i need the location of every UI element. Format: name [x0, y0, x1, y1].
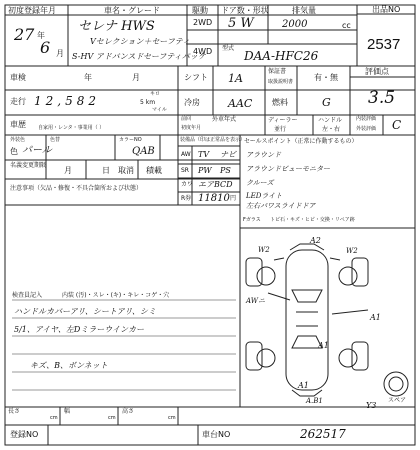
length-unit: cm	[50, 415, 58, 421]
inspector-title: 検査員記入	[12, 292, 43, 299]
equip-pw: PW	[198, 166, 212, 175]
mark-a2-top: A2	[310, 236, 321, 245]
score-value: 3.5	[368, 88, 396, 108]
title-day: 日	[102, 166, 110, 175]
equip-sr: SR	[181, 167, 189, 174]
first-reg-label: 初度登録年月	[8, 6, 56, 15]
score-label: 評価点	[365, 67, 389, 76]
dealer-label: ディーラー	[268, 117, 298, 124]
equip-aw: AW	[181, 151, 191, 158]
model-label: 型式	[222, 45, 235, 52]
mark-a1-right: A1	[370, 313, 381, 322]
interior-label: 内装評価	[356, 116, 377, 122]
sales-item-led: LEDライト	[246, 192, 283, 200]
car-name: セレナ HWS	[78, 19, 155, 34]
height-unit: cm	[168, 415, 176, 421]
inspection-label: 車検	[10, 73, 26, 82]
ac-value: AAC	[228, 97, 253, 110]
inspection-month-unit: 月	[132, 73, 140, 82]
warranty-label: 保証書	[268, 68, 287, 75]
mileage-value: 12,582	[34, 94, 100, 108]
glass-options: トビ石・キズ・ヒビ・交換・リペア跡	[270, 217, 355, 223]
mileage-sub: マイル	[152, 107, 167, 113]
sales-title: セールスポイント（正常に作動するもの）	[244, 138, 358, 145]
mark-y3: Y3	[366, 401, 377, 410]
mark-a1-bottom: A1	[298, 381, 309, 390]
warranty-options: 有・無	[314, 73, 338, 82]
prev-date-label: 前回	[181, 116, 192, 122]
title-status1: 取消	[118, 166, 134, 175]
mark-ab1-bottom: A.B1	[306, 397, 323, 405]
reg-no-label: 登録NO	[10, 430, 39, 439]
width-unit: cm	[108, 415, 116, 421]
month-unit: 月	[56, 49, 64, 58]
lot-value: 2537	[367, 36, 401, 53]
r-value: 11810	[198, 193, 230, 204]
inspector-note2: 5/1、アイヤ、左Dミラーウインカー	[14, 325, 145, 334]
mileage-unit: 5 km	[140, 99, 156, 106]
inspector-note1: ハンドルカバーアリ、シートアリ、シミ	[14, 307, 156, 316]
inspection-year-unit: 年	[84, 73, 92, 82]
equipment-title: 装備品（印は正常品を表示）	[180, 137, 246, 143]
history-options: 自家用・レンタ・事業用（ ）	[38, 125, 105, 131]
prev-model-label: 外車年式	[212, 116, 237, 123]
equip-navi: ナビ	[220, 150, 236, 159]
sales-item-monitor: アラウンドビューモニター	[246, 165, 330, 173]
mileage-label: 走行	[10, 97, 26, 106]
length-label: 長さ	[8, 408, 21, 415]
equip-tv: TV	[198, 150, 210, 159]
first-reg-year: 27	[14, 25, 35, 44]
sales-item-cruise: クルーズ	[246, 179, 274, 187]
drive-label: 駆動	[192, 6, 208, 15]
notes-label: 注意事項（欠品・修復・不具合箇所および状態）	[10, 185, 143, 192]
fuel-value: G	[322, 96, 331, 109]
color-no-label: カラーNO	[119, 137, 142, 143]
inspector-note3: キズ、B、ボンネット	[30, 361, 108, 370]
height-label: 高さ	[122, 408, 135, 415]
width-label: 幅	[64, 408, 71, 415]
r-label: R券	[181, 195, 192, 202]
r-unit: 円	[230, 195, 237, 202]
car-name-label: 車名・グレード	[104, 6, 160, 15]
color-value: パール	[22, 145, 52, 156]
grade-line2: S-HV アドバンスドセーフティパッケ	[72, 52, 206, 61]
doors-value: 5 W	[228, 16, 254, 31]
equip-kawa: カワ	[181, 181, 194, 188]
mark-a1-center: A1	[318, 341, 329, 350]
shift-value: 1A	[228, 72, 243, 85]
shift-label: シフト	[184, 73, 208, 82]
color-label: 色	[10, 147, 18, 156]
color-sub: 外装色	[10, 137, 26, 143]
mark-aw-left: AWニ	[246, 297, 265, 305]
first-reg-month: 6	[40, 38, 51, 57]
ac-label: 冷房	[184, 98, 200, 107]
equip-airbag: エアB	[198, 180, 220, 189]
lot-label: 出品NO	[372, 5, 401, 14]
fuel-label: 燃料	[272, 98, 288, 107]
drive-2wd: 2WD	[193, 18, 213, 27]
displacement-value: 2000	[282, 19, 308, 30]
grade-line1: Vセレクション＋セーフティ	[90, 37, 191, 46]
sales-item-slide-doors: 左右パワスライドドア	[246, 202, 316, 210]
mark-w2-left: W2	[258, 246, 270, 254]
color-no-value: QAB	[132, 146, 155, 157]
title-status2: 積載	[146, 166, 162, 175]
title-change-label: 名義変更期限	[10, 162, 47, 169]
handle-options: 左・右	[322, 126, 341, 133]
dealer-sub: 並行	[274, 126, 287, 133]
interior-value: C	[392, 118, 402, 132]
warranty-sub: 取扱説明書	[268, 79, 294, 85]
chassis-no-value: 262517	[300, 427, 346, 441]
displacement-label: 排気量	[292, 6, 316, 15]
year-unit: 年	[37, 31, 45, 40]
mileage-top: キロ	[150, 91, 161, 97]
drive-4wd: 4WD	[193, 47, 213, 56]
sales-item-around: アラウンド	[246, 151, 281, 159]
equip-ps: PS	[220, 166, 231, 175]
spare-label: スペア	[388, 397, 407, 404]
chassis-no-label: 車台NO	[202, 430, 231, 439]
history-label: 車歴	[10, 120, 26, 129]
car-diagram	[246, 244, 408, 396]
prev-date-sub: 初度年月	[181, 125, 202, 131]
exterior-label: 外装評価	[356, 126, 377, 132]
equip-cd: CD	[220, 180, 233, 189]
model-value: DAA-HFC26	[244, 49, 319, 63]
glass-label: Fガラス	[243, 217, 261, 223]
mark-w2-right: W2	[346, 247, 358, 255]
color-change-label: 色替	[50, 137, 61, 143]
title-month: 月	[64, 166, 72, 175]
inspector-legend: 内装 (汚)・スレ・(キ)・キレ・コゲ・穴	[62, 292, 170, 299]
cc-unit: cc	[342, 21, 351, 30]
doors-label: ドア数・形状	[221, 6, 269, 15]
handle-label: ハンドル	[318, 117, 343, 124]
